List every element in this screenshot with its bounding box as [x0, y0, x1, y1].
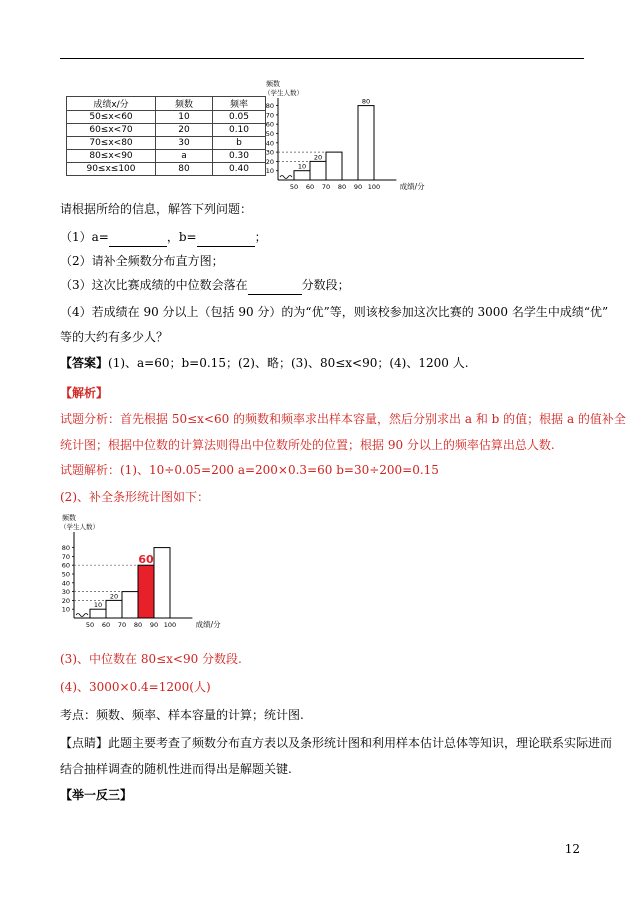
table-cell: 0.10 — [213, 124, 266, 137]
x-tick-label: 50 — [289, 183, 299, 191]
solution-line-1: 试题解析：(1)、10÷0.05=200 a=200×0.3=60 b=30÷200=0.15 — [60, 463, 439, 477]
answer-label: 【答案】 — [60, 356, 109, 370]
bar — [138, 565, 154, 618]
x-tick-label: 100 — [163, 621, 177, 629]
bar-data-label: 10 — [297, 162, 307, 171]
q3-post: 分数段； — [301, 278, 350, 292]
analysis-line-1: 试题分析：首先根据 50≤x<60 的频数和频率求出样本容量，然后分别求出 a 和 b 的值；根据 a 的值补全 — [60, 412, 626, 426]
table-cell: 10 — [156, 111, 213, 124]
y-tick-label: 50 — [61, 570, 70, 579]
table-cell: 80 — [156, 163, 213, 176]
x-tick-label: 80 — [133, 621, 143, 629]
keypoint-line: 考点：频数、频率、样本容量的计算；统计图. — [60, 708, 304, 722]
y-tick-label: 80 — [265, 102, 274, 111]
bar — [294, 171, 310, 180]
y-axis-label: （学生人数） — [60, 523, 99, 531]
y-tick-label: 30 — [61, 588, 70, 597]
y-axis-label: （学生人数） — [264, 89, 303, 97]
q1-end: ； — [254, 230, 267, 244]
y-tick-label: 10 — [61, 605, 70, 614]
x-axis-label: 成绩/分 — [399, 182, 425, 191]
frequency-table — [66, 96, 266, 176]
q1-a-label: （1）a= — [60, 230, 109, 244]
table-row — [67, 111, 266, 124]
table-cell: b — [213, 137, 266, 150]
table-cell: 60≤x<70 — [67, 124, 156, 137]
solution-line-2: (2)、补全条形统计图如下： — [60, 490, 209, 504]
y-tick-label: 30 — [265, 148, 274, 157]
table-header-cell: 成绩x/分 — [67, 97, 156, 111]
table-row — [67, 137, 266, 150]
practice-label: 【举一反三】 — [60, 788, 133, 802]
x-tick-label: 100 — [367, 183, 381, 191]
y-tick-label: 40 — [265, 139, 274, 148]
axis-break-icon — [76, 614, 88, 617]
bar-data-label: 10 — [93, 601, 103, 610]
bar — [358, 106, 374, 180]
table-header-cell: 频率 — [213, 97, 266, 111]
solution-line-4: (4)、3000×0.4=1200(人) — [60, 680, 211, 694]
table-header-cell: 频数 — [156, 97, 213, 111]
y-tick-label: 70 — [61, 552, 70, 561]
x-tick-label: 70 — [321, 183, 331, 191]
analysis-label: 【解析】 — [60, 386, 109, 400]
table-cell: 0.30 — [213, 150, 266, 163]
y-tick-label: 10 — [265, 167, 274, 176]
answer-blank-b — [197, 228, 255, 247]
comment-line-1: 【点睛】此题主要考查了频数分布直方表以及条形统计图和利用样本估计总体等知识，理论联系实际进而 — [60, 736, 613, 750]
x-tick-label: 90 — [149, 621, 159, 629]
x-tick-label: 90 — [353, 183, 363, 191]
table-row — [67, 150, 266, 163]
x-tick-label: 60 — [101, 621, 111, 629]
y-tick-label: 40 — [61, 579, 70, 588]
table-cell: a — [156, 150, 213, 163]
y-tick-label: 20 — [61, 596, 70, 605]
bar — [326, 152, 342, 180]
bar-data-label: 80 — [361, 97, 371, 106]
x-tick-label: 70 — [117, 621, 127, 629]
bar-data-label: 20 — [109, 592, 119, 601]
intro-text: 请根据所给的信息，解答下列问题： — [60, 202, 253, 216]
table-cell: 20 — [156, 124, 213, 137]
question-4-line1: （4）若成绩在 90 分以上（包括 90 分）的为“优”等，则该校参加这次比赛的 3000 名学生中成绩“优” — [60, 305, 609, 319]
bar — [106, 600, 122, 618]
histogram-chart-original — [256, 80, 596, 196]
q3-pre: （3）这次比赛成绩的中位数会落在 — [60, 278, 248, 292]
x-tick-label: 60 — [305, 183, 315, 191]
analysis-line-2: 统计图；根据中位数的计算法则得出中位数所处的位置；根据 90 分以上的频率估算出总人数. — [60, 438, 555, 452]
y-tick-label: 20 — [265, 157, 274, 166]
y-tick-label: 60 — [265, 120, 274, 129]
question-1 — [60, 228, 267, 247]
question-2: （2）请补全频数分布直方图； — [60, 254, 224, 268]
x-tick-label: 50 — [85, 621, 95, 629]
axis-break-icon — [280, 176, 292, 179]
bar — [310, 161, 326, 180]
bar-data-label: 20 — [313, 153, 323, 162]
table-cell: 90≤x≤100 — [67, 163, 156, 176]
table-cell: 70≤x<80 — [67, 137, 156, 150]
y-axis-label: 频数 — [266, 80, 280, 88]
y-tick-label: 60 — [61, 561, 70, 570]
solution-line-3: (3)、中位数在 80≤x<90 分数段. — [60, 652, 242, 666]
bar-data-label: 60 — [138, 553, 154, 567]
bar — [154, 548, 170, 618]
table-cell: 0.05 — [213, 111, 266, 124]
table-header-row — [67, 97, 266, 111]
question-3 — [60, 276, 350, 295]
y-tick-label: 70 — [265, 111, 274, 120]
x-tick-label: 80 — [337, 183, 347, 191]
answer-blank-a — [109, 228, 167, 247]
bar — [122, 592, 138, 618]
answer-line — [60, 354, 469, 372]
comment-line-2: 结合抽样调查的随机性进而得出是解题关键. — [60, 762, 292, 776]
answer-blank-median — [248, 276, 302, 295]
table-cell: 50≤x<60 — [67, 111, 156, 124]
x-axis-label: 成绩/分 — [195, 620, 221, 629]
header-rule — [60, 58, 584, 59]
table-cell: 30 — [156, 137, 213, 150]
y-tick-label: 80 — [61, 544, 70, 553]
table-cell: 0.40 — [213, 163, 266, 176]
y-tick-label: 50 — [265, 130, 274, 138]
bar — [90, 609, 106, 618]
question-4-line2: 等的大约有多少人？ — [60, 330, 169, 344]
y-axis-label: 频数 — [62, 514, 76, 522]
q1-b-label: ，b= — [166, 230, 197, 244]
table-row — [67, 163, 266, 176]
page-number: 12 — [564, 842, 580, 856]
table-row — [67, 124, 266, 137]
table-cell: 80≤x<90 — [67, 150, 156, 163]
answer-text: (1)、a=60；b=0.15；(2)、略；(3)、80≤x<90；(4)、1200 人. — [108, 356, 469, 370]
histogram-chart-completed — [44, 514, 244, 632]
